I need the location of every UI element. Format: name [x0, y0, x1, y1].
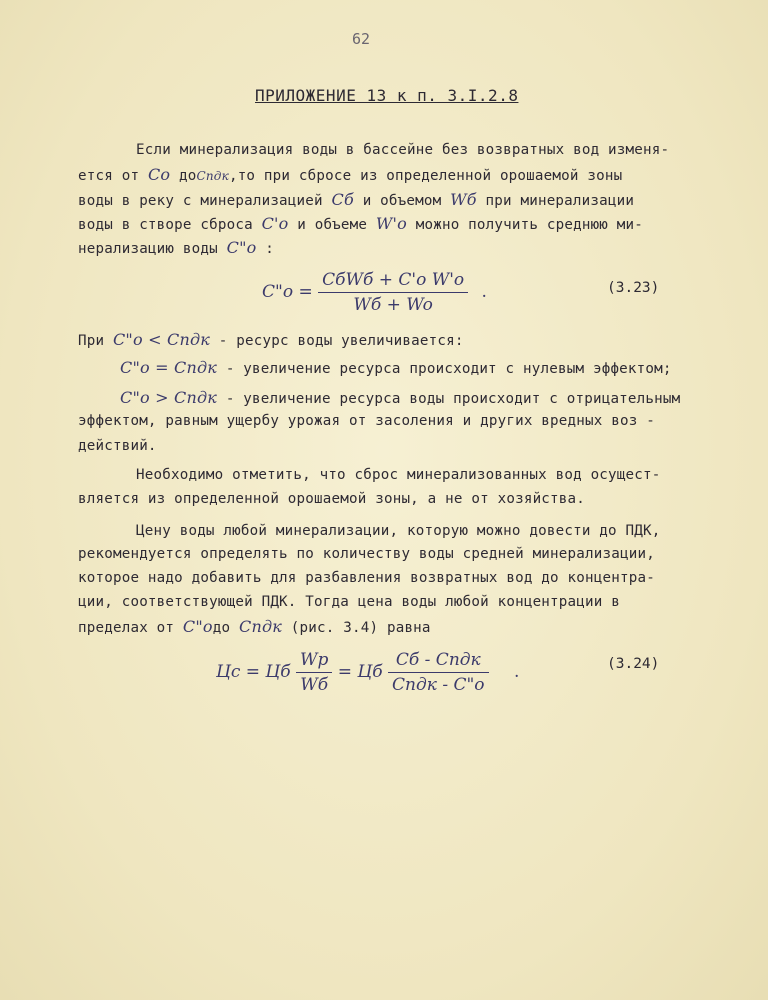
formula-3-24-fraction-1: $\frac{Wр}{Wб}$: [296, 650, 332, 695]
symbol-c0-double-prime: C"o: [226, 238, 257, 257]
symbol-cb: Cб: [331, 190, 354, 209]
formula-3-24-fraction-2: $\frac{\text{Cб - Cпдк}}{\text{Cпдк - C"o}}$: [388, 650, 489, 695]
symbol-cpdk: Cпдк: [196, 169, 229, 183]
equation-number-3-24: (3.24): [607, 656, 660, 672]
p2-line-2: вляется из определенной орошаемой зоны, а не от хозяйства.: [78, 491, 586, 507]
p3-line-4: ции, соответствующей ПДК. Тогда цена воды любой концентрации в: [78, 594, 620, 610]
p3-line-2: рекомендуется определять по количеству воды средней минерализации,: [78, 546, 655, 562]
formula-3-24: Цс = Цб $\frac{Wр}{Wб}$ = Цб $\frac{\text{Cб - Cпдк}}{\text{Cпдк - C"o}}$ .: [216, 650, 520, 695]
case-line-4: эффектом, равным ущербу урожая от засоления и других вредных воз -: [78, 413, 655, 429]
p3-line-5: пределах от C"oдо Cпдк (рис. 3.4) равна: [78, 617, 431, 636]
case-line-1: При C"o < Cпдк - ресурс воды увеличивается:: [78, 330, 464, 349]
p1-line-4: воды в створе сброса C'o и объеме W'o можно получить среднюю ми-: [78, 214, 644, 233]
p2-line-1: Необходимо отметить, что сброс минерализованных вод осущест-: [136, 467, 661, 483]
p1-line-5: нерализацию воды C"o :: [78, 238, 274, 257]
p1-line-3: воды в реку с минерализацией Cб и объемом Wб при минерализации: [78, 190, 635, 209]
p1-line-2: ется от Co доCпдк,то при сбросе из определенной орошаемой зоны: [78, 165, 623, 184]
case-line-2: C"o = Cпдк - увеличение ресурса происходит с нулевым эффектом;: [120, 358, 672, 377]
p3-line-1: Цену воды любой минерализации, которую можно довести до ПДК,: [136, 523, 661, 539]
symbol-w0-prime: W'o: [375, 214, 407, 233]
formula-3-23-lhs: C"o =: [262, 282, 313, 302]
equation-number-3-23: (3.23): [607, 280, 660, 296]
formula-3-24-lhs: Цс = Цб: [216, 662, 291, 682]
symbol-c0-prime: C'o: [261, 214, 289, 233]
symbol-wb: Wб: [450, 190, 477, 209]
symbol-c0: Co: [147, 165, 171, 184]
appendix-heading: ПРИЛОЖЕНИЕ 13 к п. 3.I.2.8: [255, 86, 519, 105]
case-line-3: C"o > Cпдк - увеличение ресурса воды происходит с отрицательным: [120, 388, 681, 407]
case-line-5: действий.: [78, 438, 157, 454]
formula-3-23-fraction: $\frac{\text{CбWб + C'o W'o}}{Wб + Wo}$: [318, 270, 468, 315]
page-number: 62: [352, 30, 371, 48]
formula-3-23: C"o = $\frac{\text{CбWб + C'o W'o}}{Wб + Wo}$ .: [262, 270, 487, 315]
p1-line-1: Если минерализация воды в бассейне без возвратных вод изменя-: [136, 142, 670, 158]
p3-line-3: которое надо добавить для разбавления возвратных вод до концентра-: [78, 570, 655, 586]
